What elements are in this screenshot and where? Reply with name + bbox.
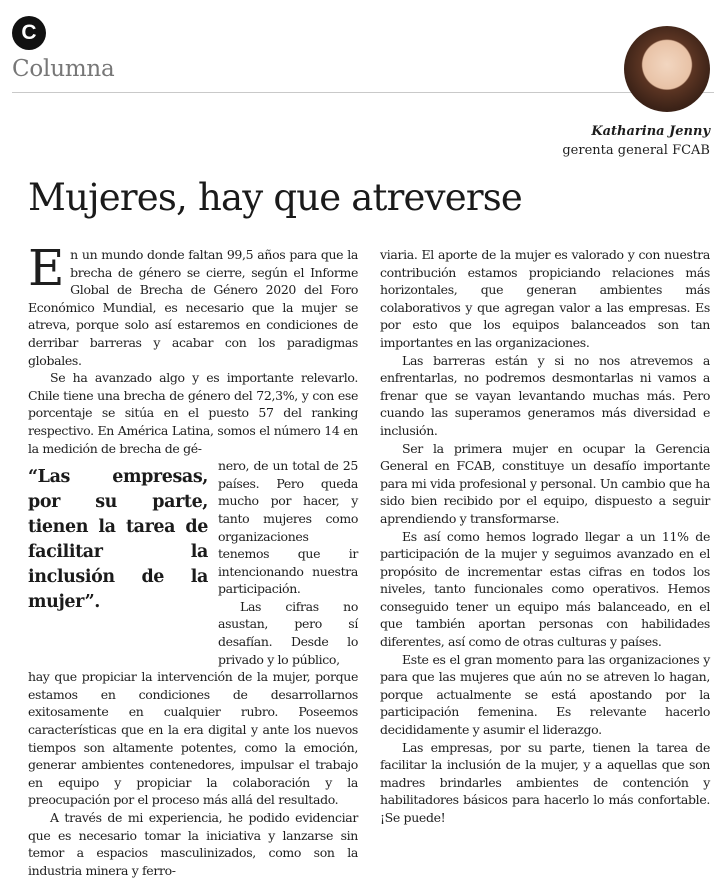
paragraph: Ser la primera mujer en ocupar la Gerencia General en FCAB, constituye un desafío importante para mi vida profesional y personal. Un cambio que ha sido bien recibido por el equipo, dispuesto a seguir aprendiendo y transformarse. — [380, 440, 710, 526]
article-column-2 — [380, 246, 710, 827]
header-divider — [12, 92, 714, 93]
paragraph: viaria. El aporte de la mujer es valorado y con nuestra contribución estamos propiciando relaciones más horizontales, que generan ambientes más colaborativos y que agregan valor a las empresas. Es por esto que los equipos balanceados son tan importantes en las organizaciones. — [380, 247, 710, 350]
section-badge: C — [12, 16, 46, 50]
article-title: Mujeres, hay que atreverse — [28, 176, 522, 219]
author-name: Katharina Jenny — [591, 124, 710, 139]
paragraph: Las empresas, por su parte, tienen la tarea de facilitar la inclusión de la mujer, y a aquellas que son madres brindarles ambientes de contención y habilitadores básicos para hacerlo lo más confortable. ¡Se puede! — [380, 739, 710, 825]
paragraph-text: n un mundo donde faltan 99,5 años para que la brecha de género se cierre, según el Informe Global de Brecha de Género 2020 del Foro Económico Mundial, es necesario que la mujer se atreva, porque solo así estaremos en condiciones de derribar barreras y acabar con los paradigmas globales. — [28, 247, 358, 368]
paragraph — [28, 239, 358, 369]
pull-quote: “Las empresas, por su parte, tienen la tarea de facilitar la inclusión de la mujer”. — [28, 467, 208, 613]
paragraph: Es así como hemos logrado llegar a un 11% de participación de la mujer y seguimos avanzado en el propósito de incrementar estas cifras en todos los niveles, tanto funcionales como operativos. Hemos conseguido tener un equipo más balanceado, en el que también aportan personas con habilidades diferentes, así como de otras culturas y países. — [380, 528, 710, 650]
paragraph-text: nero, de un total de 25 países. Pero queda mucho por hacer, y tanto mujeres como organizaciones tenemos que ir intencionando nuestra participación. — [218, 458, 358, 597]
author-photo — [624, 26, 710, 112]
paragraph-continued — [218, 457, 358, 668]
paragraph-text: Las cifras no asustan, pero sí desafían. Desde lo privado y lo público, — [218, 598, 358, 667]
author-role: gerenta general FCAB — [562, 143, 710, 158]
drop-cap: E — [28, 239, 65, 297]
paragraph: A través de mi experiencia, he podido evidenciar que es necesario tomar la iniciativa y lanzarse sin temor a espacios masculinizados, como son la industria minera y ferro- — [28, 810, 358, 878]
pull-quote-block — [28, 457, 358, 668]
paragraph: hay que propiciar la intervención de la mujer, porque estamos en condiciones de desarrollarnos exitosamente en cualquier rubro. Poseemos características que en la era digital y ante los nuevos tiempos son altamente potentes, como la emoción, generar ambientes contenedores, impulsar el trabajo en equipo y propiciar la colaboración y la preocupación por el proceso más allá del resultado. — [28, 669, 358, 808]
paragraph: Este es el gran momento para las organizaciones y para que las mujeres que aún no se atreven lo hagan, porque actualmente se está apostando por la participación femenina. Es relevante hacerlo decididamente y asumir el liderazgo. — [380, 651, 710, 738]
article-column-1 — [28, 239, 358, 879]
paragraph: Se ha avanzado algo y es importante relevarlo. Chile tiene una brecha de género del 72,3%, y con ese porcentaje se sitúa en el puesto 57 del ranking respectivo. En América Latina, somos el número 14 en la medición de brecha de gé- — [28, 370, 358, 456]
paragraph: Las barreras están y si no nos atrevemos a enfrentarlas, no podremos desmontarlas ni vamos a frenar que se vayan levantando muchas más. Pero cuando las superamos generamos más diversidad e inclusión. — [380, 352, 710, 438]
section-label: Columna — [12, 56, 115, 82]
author-byline — [562, 122, 710, 160]
